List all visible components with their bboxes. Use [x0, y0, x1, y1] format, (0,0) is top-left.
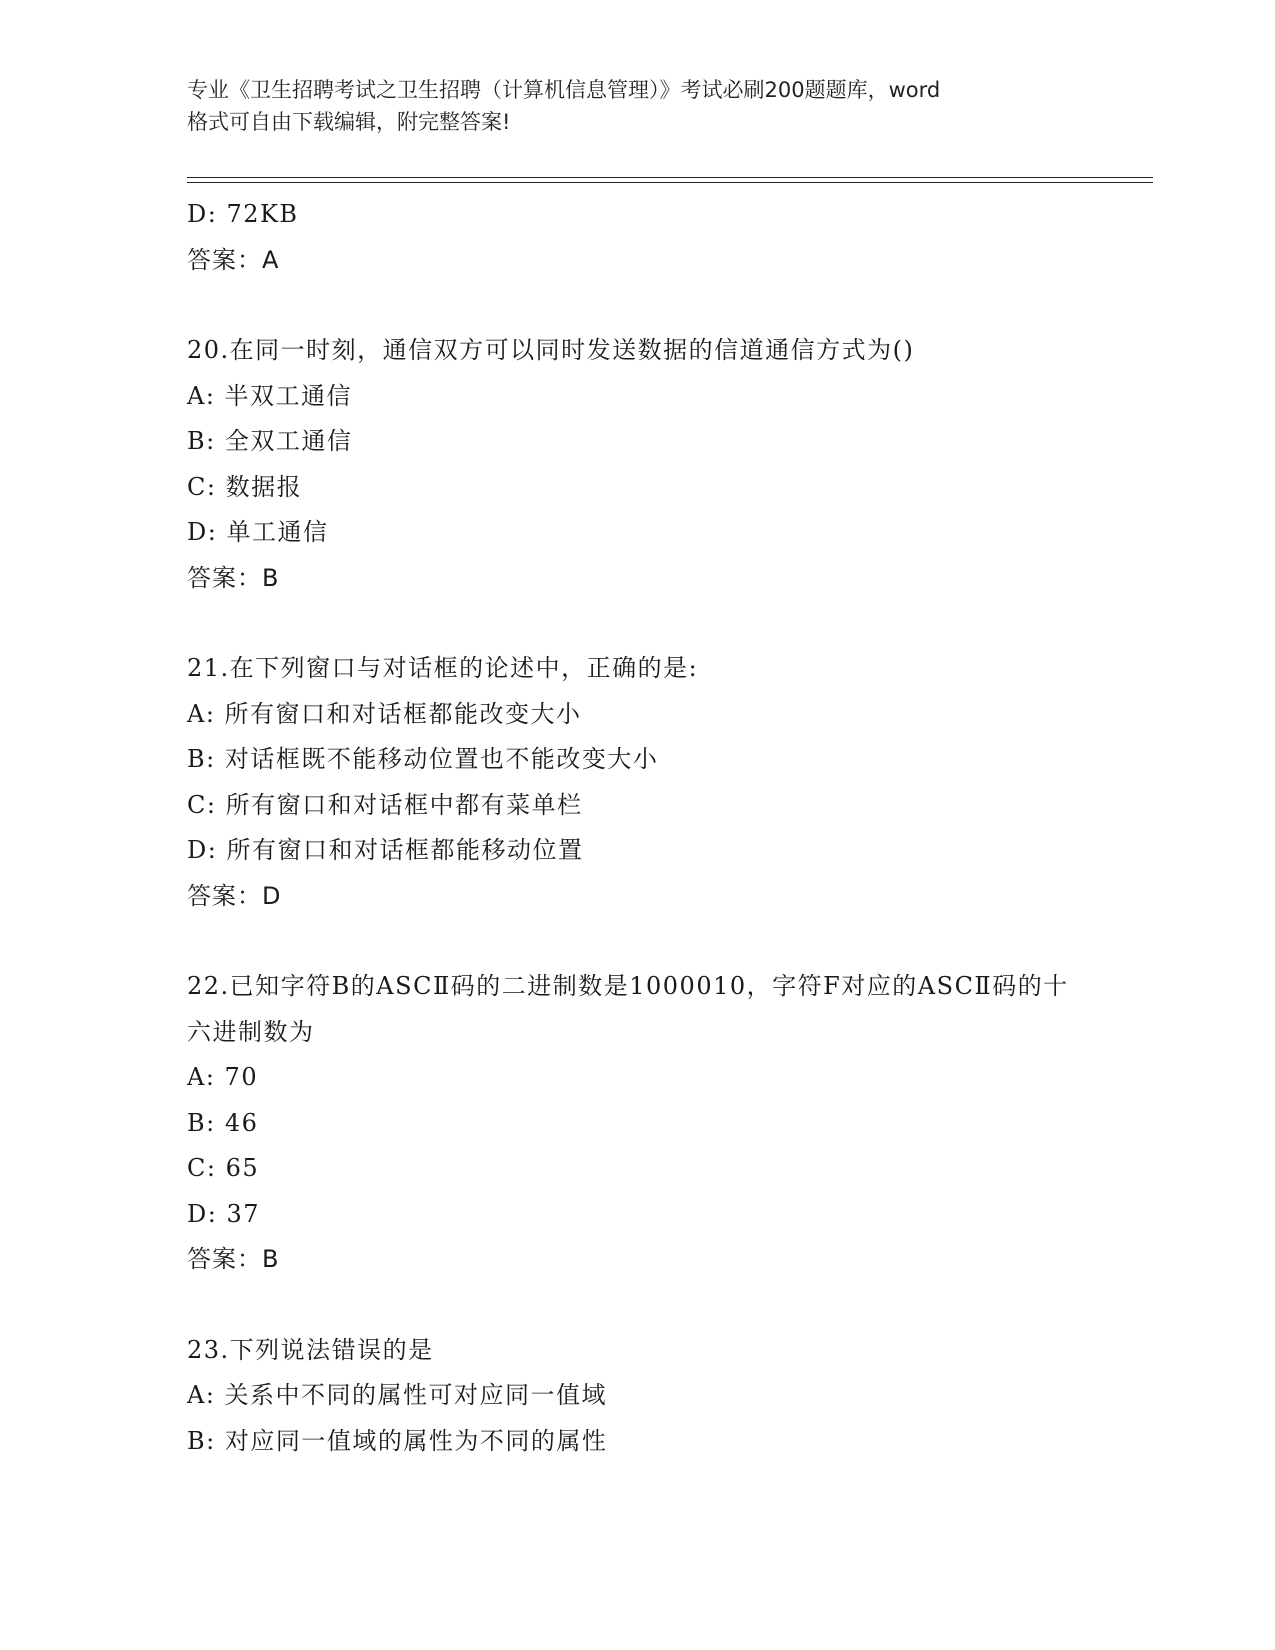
option-b: B: 对应同一值域的属性为不同的属性: [187, 1426, 608, 1455]
header-line-2: 格式可自由下载编辑，附完整答案!: [187, 110, 511, 134]
option-a: A: 所有窗口和对话框都能改变大小: [187, 699, 582, 728]
option-c: C: 数据报: [187, 472, 303, 501]
option-c: C: 65: [187, 1154, 260, 1182]
option-a: A: 关系中不同的属性可对应同一值域: [187, 1381, 608, 1409]
header-divider-bottom: [187, 182, 1153, 183]
answer-label: 答案：D: [187, 881, 282, 910]
question-text: 22.已知字符B的ASCⅡ码的二进制数是1000010，字符F对应的ASCⅡ码的十六进制数为: [187, 972, 1069, 1046]
header-divider-top: [187, 177, 1153, 178]
question-text: 21.在下列窗口与对话框的论述中，正确的是:: [187, 654, 699, 682]
option-d: D: 72KB: [187, 200, 299, 228]
option-b: B: 46: [187, 1108, 259, 1137]
option-b: B: 全双工通信: [187, 427, 353, 455]
option-b: B: 对话框既不能移动位置也不能改变大小: [187, 745, 659, 773]
spacer: [187, 1283, 1153, 1328]
option-d: D: 单工通信: [187, 518, 329, 546]
question-text: 23.下列说法错误的是: [187, 1335, 434, 1364]
option-c: C: 所有窗口和对话框中都有菜单栏: [187, 790, 583, 819]
spacer: [187, 919, 1153, 964]
question-list: [187, 192, 1153, 1464]
spacer: [187, 601, 1153, 646]
question-text: 20.在同一时刻，通信双方可以同时发送数据的信道通信方式为(): [187, 336, 915, 364]
option-a: A: 70: [187, 1063, 259, 1091]
answer-label: 答案：B: [187, 563, 280, 592]
document-header: [187, 74, 1087, 138]
question-21: [187, 646, 1153, 919]
question-20: [187, 328, 1153, 601]
spacer: [187, 283, 1153, 328]
question-23: [187, 1328, 1153, 1465]
answer-label: 答案：B: [187, 1245, 280, 1273]
question-22: [187, 964, 1153, 1283]
previous-question-tail: [187, 192, 1153, 283]
answer-label: 答案：A: [187, 245, 280, 274]
option-d: D: 所有窗口和对话框都能移动位置: [187, 836, 584, 864]
option-d: D: 37: [187, 1199, 260, 1228]
option-a: A: 半双工通信: [187, 381, 353, 410]
header-line-1: 专业《卫生招聘考试之卫生招聘（计算机信息管理）》考试必刷200题题库，word: [187, 78, 941, 102]
